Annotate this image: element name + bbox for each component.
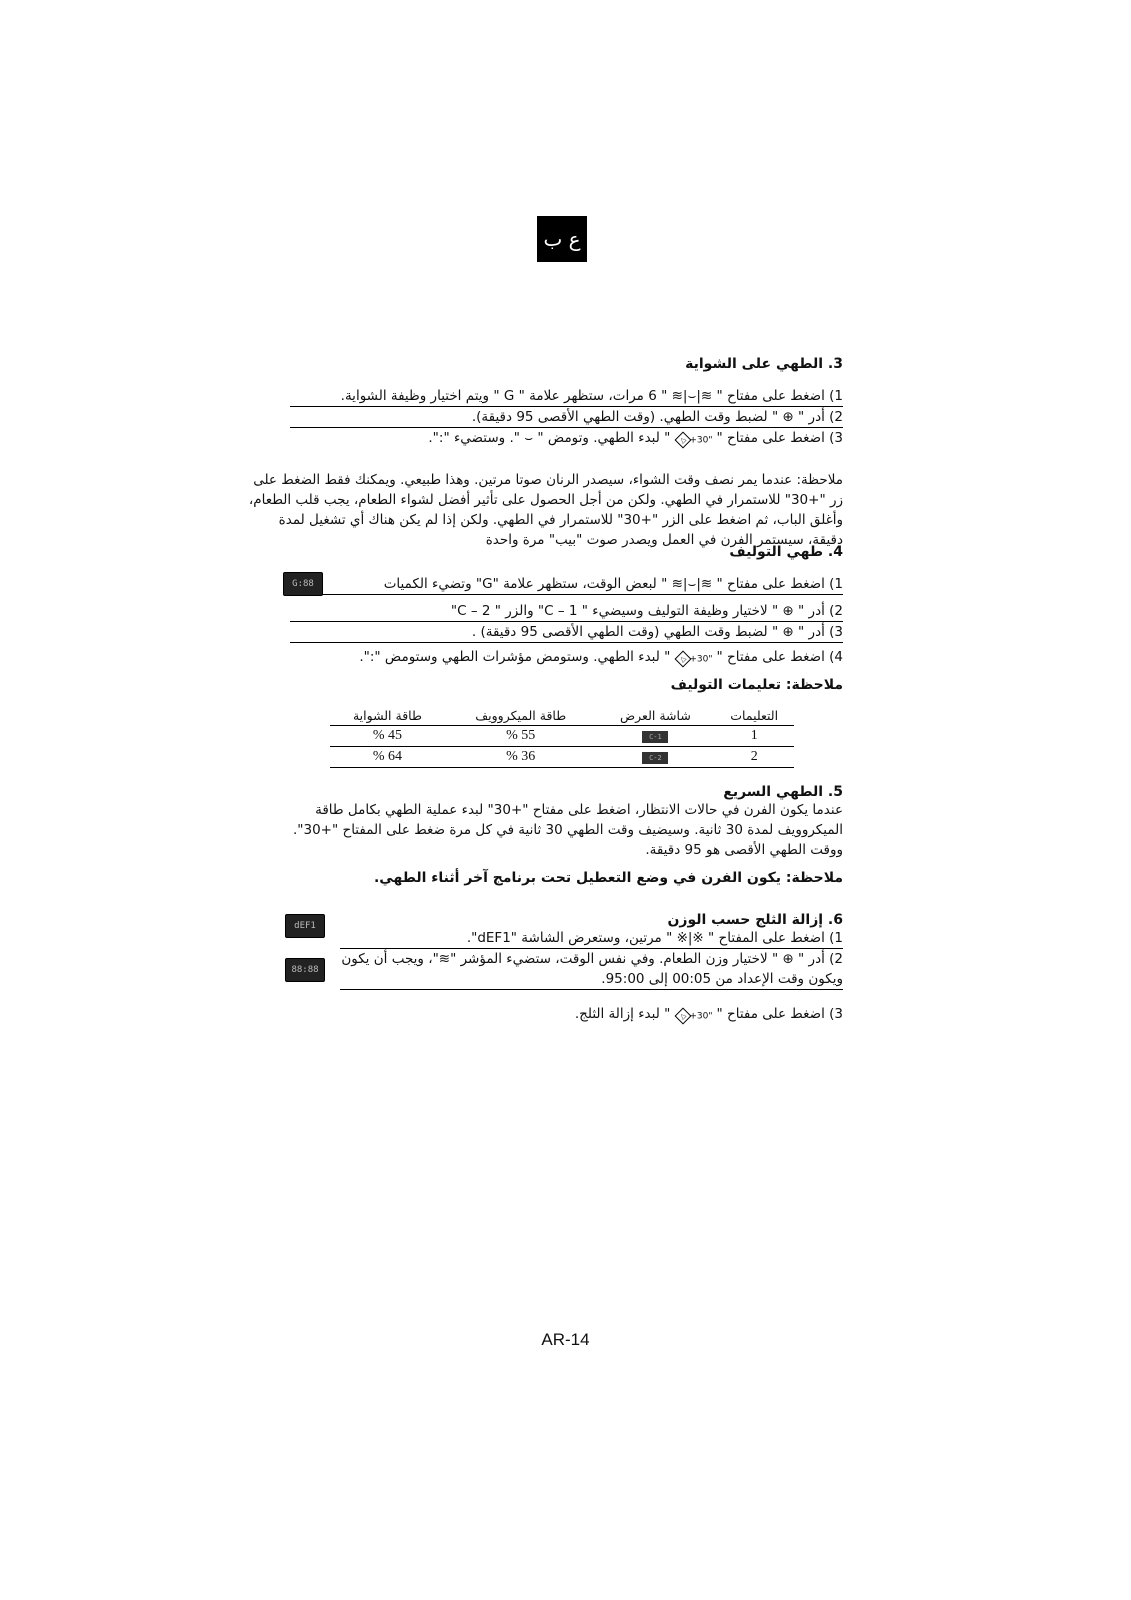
section-quick bbox=[262, 784, 843, 886]
section-title: 3. الطهي على الشواية bbox=[685, 356, 843, 372]
header-instructions: التعليمات bbox=[714, 706, 794, 726]
display-icon: G:88 bbox=[283, 572, 323, 596]
language-badge: ع ب bbox=[537, 216, 587, 262]
section-title: 5. الطهي السريع bbox=[723, 784, 843, 800]
step-2: 2) أدر " ⊕ " لاختيار وزن الطعام. وفي نفس الوقت، ستضيء المؤشر "≋"، ويجب أن يكون bbox=[341, 951, 843, 967]
table-row: 1 C-1 55 % 45 % bbox=[330, 726, 794, 747]
step-1: 1) اضغط على مفتاح " ≋|⌣|≋ " لبعض الوقت، ستظهر علامة "G" وتضيء الكميات bbox=[290, 574, 843, 595]
plus30-icon: ◁+30" bbox=[674, 434, 712, 446]
display-icon: dEF1 bbox=[285, 914, 325, 938]
header-microwave: طاقة الميكروويف bbox=[445, 706, 597, 726]
step-3: 3) أدر " ⊕ " لضبط وقت الطهي (وقت الطهي الأقصى 95 دقيقة) . bbox=[290, 622, 843, 643]
step-3: 3) اضغط على مفتاح "◁+30"" لبدء الطهي. وتومض " ⌣ ". وستضيء ":". bbox=[428, 430, 843, 446]
step-2: 2) أدر " ⊕ " لضبط وقت الطهي. (وقت الطهي الأقصى 95 دقيقة). bbox=[290, 407, 843, 428]
display-icon: 88:88 bbox=[285, 958, 325, 982]
combination-table bbox=[330, 706, 794, 768]
grill-note: ملاحظة: عندما يمر نصف وقت الشواء، سيصدر الرنان صوتا مرتين. وهذا طبيعي. ويمكنك فقط الضغط على زر "+30" للاستمرار في الطهي. ولكن من أجل الحصول على تأثير أفضل لشواء الطعام، يجب قلب الطعام، وأغلق الباب، ثم اضغط على الزر "+30" للاستمرار في الطهي. ولكن إذا لم يكن هناك أي تشغيل لمدة دقيقة، سيستمر الفرن في العمل ويصدر صوت "بيب" مرة واحدة bbox=[248, 472, 843, 548]
section-title: 6. إزالة الثلج حسب الوزن bbox=[667, 912, 843, 928]
display-icon: C-2 bbox=[642, 752, 668, 764]
step-1: 1) اضغط على مفتاح " ≋|⌣|≋ " 6 مرات، ستظهر علامة " G " ويتم اختيار وظيفة الشواية. bbox=[290, 386, 843, 407]
display-icon: C-1 bbox=[642, 731, 668, 743]
section-grill bbox=[290, 356, 843, 448]
quick-note: ملاحظة: يكون الفرن في وضع التعطيل تحت برنامج آخر أثناء الطهي. bbox=[373, 870, 843, 886]
header-display: شاشة العرض bbox=[596, 706, 714, 726]
section-title: 4. طهي التوليف bbox=[729, 544, 843, 560]
header-grill: طاقة الشواية bbox=[330, 706, 445, 726]
plus30-icon: ◁+30" bbox=[674, 653, 712, 665]
plus30-icon: ◁+30" bbox=[674, 1010, 712, 1022]
quick-text: عندما يكون الفرن في حالات الانتظار، اضغط على مفتاح "+30" لبدء عملية الطهي بكامل طاقة الميكروويف لمدة 30 ثانية. وسيضيف وقت الطهي 30 ثانية في كل مرة ضغط على المفتاح "+30". ووقت الطهي الأقصى هو 95 دقيقة. bbox=[292, 802, 843, 858]
step-4: 4) اضغط على مفتاح "◁+30"" لبدء الطهي. وستومض مؤشرات الطهي وستومض ":". bbox=[359, 649, 843, 665]
page-number: AR-14 bbox=[541, 1330, 590, 1349]
step-1: 1) اضغط على المفتاح " ※|※ " مرتين، وستعرض الشاشة "dEF1". bbox=[340, 928, 843, 949]
section-combination bbox=[290, 544, 843, 693]
table-row: 2 C-2 36 % 64 % bbox=[330, 747, 794, 768]
section-defrost bbox=[340, 912, 843, 1024]
step-3: 3) اضغط على مفتاح "◁+30"" لبدء إزالة الثلج. bbox=[574, 1006, 843, 1022]
step-2: 2) أدر " ⊕ " لاختيار وظيفة التوليف وسيضيء " C – 1" والزر " C – 2" bbox=[290, 601, 843, 622]
table-title: ملاحظة: تعليمات التوليف bbox=[670, 677, 843, 693]
step-2-cont: ويكون وقت الإعداد من 00:05 إلى 95:00. bbox=[340, 969, 843, 990]
